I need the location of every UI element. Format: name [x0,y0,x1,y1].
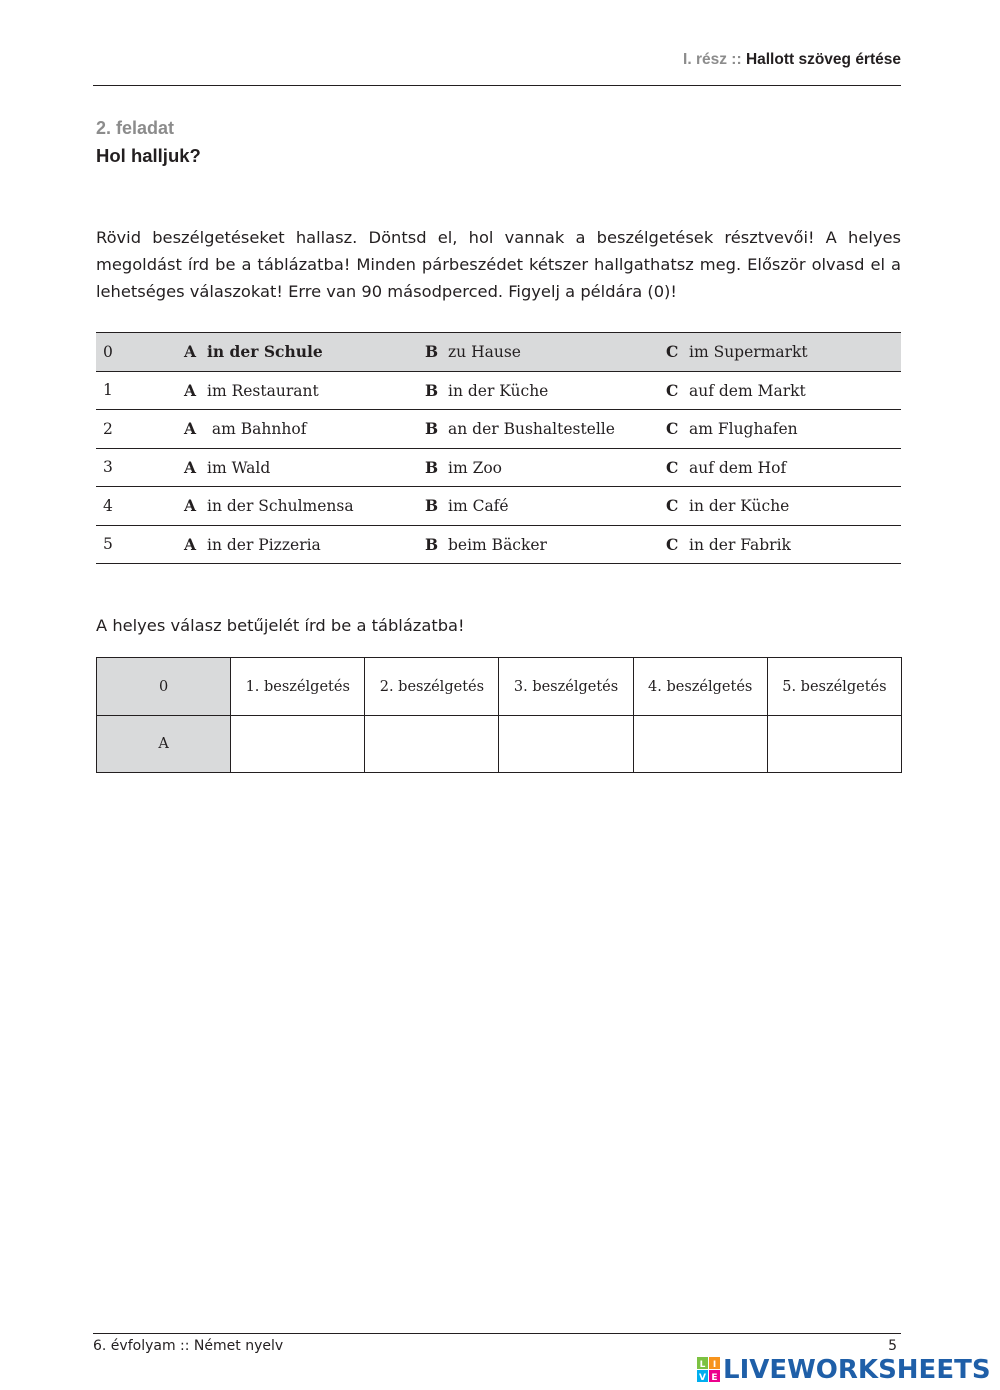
option-b-letter: B [425,380,439,400]
option-c-letter: C [666,457,679,477]
answer-box-2[interactable] [365,716,499,773]
answer-header-5: 5. beszélgetés [767,658,901,716]
answer-header-4: 4. beszélgetés [633,658,767,716]
answer-header-3: 3. beszélgetés [499,658,633,716]
option-b [425,487,666,526]
row-number [96,525,184,564]
options-table [96,332,901,564]
option-a-text: im Wald [207,458,271,477]
option-b [425,371,666,410]
option-a-letter: A [184,380,197,400]
row-number-text: 5 [103,535,113,554]
option-a-text: im Restaurant [207,381,319,400]
row-number-text: 3 [103,458,113,477]
option-c-letter: C [666,419,679,439]
answer-box-4[interactable] [633,716,767,773]
option-a-letter: A [184,496,197,516]
option-c [666,525,901,564]
option-a-letter: A [184,419,197,439]
option-c [666,487,901,526]
task-number: 2. feladat [96,118,175,138]
page-header [93,48,901,86]
task-title: Hol halljuk? [96,145,201,166]
svg-text:L: L [699,1360,706,1370]
option-c [666,371,901,410]
answer-box-1[interactable] [231,716,365,773]
row-number-text: 0 [103,342,113,361]
option-a-text: in der Schulmensa [207,497,354,516]
row-number [96,371,184,410]
option-c-text: im Supermarkt [689,343,808,362]
footer-grade-subject: 6. évfolyam :: Német nyelv [93,1338,284,1354]
option-c-text: am Flughafen [689,420,798,439]
answer-example-value: A [97,716,231,773]
answer-header-2: 2. beszélgetés [365,658,499,716]
option-b-text: in der Küche [448,381,549,400]
option-a [184,525,425,564]
answer-value-row [97,716,902,773]
option-b-text: an der Bushaltestelle [448,420,615,439]
header-part: I. rész :: [683,51,742,68]
answer-box-3[interactable] [499,716,633,773]
option-c-text: auf dem Hof [689,458,787,477]
answer-header-example: 0 [97,658,231,716]
option-a [184,371,425,410]
answer-box-5[interactable] [767,716,901,773]
answer-table [96,657,902,773]
option-a [184,487,425,526]
row-number-text: 1 [103,381,113,400]
task-instructions: Rövid beszélgetéseket hallasz. Döntsd el, hol vannak a beszélgetések résztvevői! A helyes megoldást írd be a táblázatba! Minden párbeszédet kétszer hallgathatsz meg. Először olvasd el a lehetséges válaszokat! Erre van 90 másodperced. Figyelj a példára (0)! [96,228,901,301]
option-b-text: im Zoo [448,458,503,477]
row-number [96,448,184,487]
option-c-letter: C [666,380,679,400]
option-b-letter: B [425,534,439,554]
svg-text:V: V [699,1373,706,1383]
option-a [184,333,425,372]
option-a-letter: A [184,534,197,554]
row-number-text: 4 [103,496,113,515]
option-a [184,410,425,449]
answer-header-row [97,658,902,716]
header-text [683,51,901,69]
option-b-letter: B [425,496,439,516]
row-number [96,410,184,449]
answer-instruction: A helyes válasz betűjelét írd be a táblázatba! [96,616,465,635]
option-b [425,333,666,372]
option-c [666,410,901,449]
liveworksheets-wordmark: LIVEWORKSHEETS [723,1355,991,1385]
option-a-letter: A [184,457,197,477]
option-row [96,448,901,487]
answer-header-1: 1. beszélgetés [231,658,365,716]
svg-text:I: I [712,1360,717,1370]
option-a-text: in der Schule [207,342,323,362]
option-c-text: in der Küche [689,497,790,516]
option-row [96,410,901,449]
option-a-text: in der Pizzeria [207,535,321,554]
option-c [666,448,901,487]
option-c-letter: C [666,534,679,554]
option-b-letter: B [425,342,439,362]
option-c-letter: C [666,496,679,516]
option-a [184,448,425,487]
option-c-text: auf dem Markt [689,381,806,400]
liveworksheets-brand [697,1356,991,1384]
option-b [425,525,666,564]
option-b-letter: B [425,419,439,439]
row-number [96,487,184,526]
option-b-text: zu Hause [448,343,521,362]
svg-text:E: E [711,1373,718,1383]
row-number-text: 2 [103,419,113,438]
option-c-letter: C [666,342,679,362]
page-number: 5 [888,1338,897,1354]
liveworksheets-logo-icon [697,1357,721,1383]
row-number [96,333,184,372]
footer-divider [93,1333,901,1334]
option-c-text: in der Fabrik [689,535,791,554]
option-row [96,525,901,564]
option-b-text: beim Bäcker [448,535,547,554]
header-title: Hallott szöveg értése [745,51,901,68]
option-c [666,333,901,372]
example-row [96,333,901,372]
option-b [425,410,666,449]
option-b-text: im Café [448,497,509,516]
option-a-letter: A [184,342,197,362]
option-a-text: am Bahnhof [207,420,307,439]
option-b-letter: B [425,457,439,477]
option-row [96,487,901,526]
option-b [425,448,666,487]
option-row [96,371,901,410]
